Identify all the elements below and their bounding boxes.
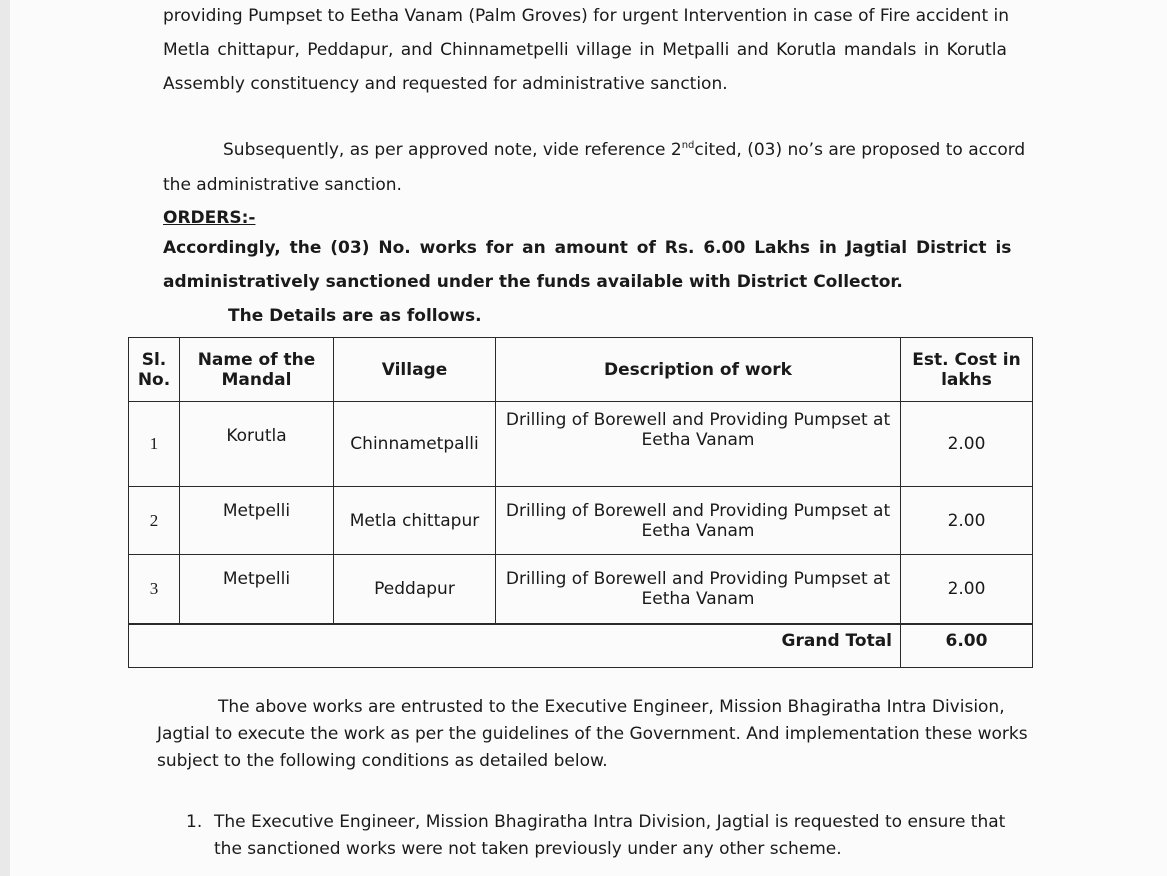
row-description-line-1: Drilling of Borewell and Providing Pumpset at xyxy=(505,410,891,430)
row-description xyxy=(496,555,901,624)
orders-line-1: Accordingly, the (03) No. works for an amount of Rs. 6.00 Lakhs in Jagtial District is xyxy=(163,238,1012,258)
header-mandal-line-1: Name of the xyxy=(197,349,316,370)
row-sl: 1 xyxy=(129,402,180,487)
intro-line-2: Metla chittapur, Peddapur, and Chinnametpelli village in Metpalli and Korutla mandals in Korutla xyxy=(163,40,1007,60)
subsequent-text-b: cited, (03) no’s are proposed to accord xyxy=(694,140,1026,160)
row-village: Metla chittapur xyxy=(334,487,496,555)
table-row xyxy=(129,402,1033,487)
header-cost xyxy=(901,338,1033,402)
subsequent-line-1 xyxy=(223,140,1025,160)
intro-line-3: Assembly constituency and requested for administrative sanction. xyxy=(163,74,728,94)
row-village: Chinnametpalli xyxy=(334,402,496,487)
header-sl-line-2: No. xyxy=(137,369,171,390)
grand-total-label: Grand Total xyxy=(129,624,901,668)
header-cost-line-2: lakhs xyxy=(941,369,992,390)
row-cost: 2.00 xyxy=(901,555,1033,624)
row-description xyxy=(496,402,901,487)
entrust-line-2: Jagtial to execute the work as per the guidelines of the Government. And implementation these works xyxy=(157,724,1028,744)
subsequent-line-2: the administrative sanction. xyxy=(163,175,402,195)
row-mandal: Metpelli xyxy=(180,487,334,555)
row-description-line-1: Drilling of Borewell and Providing Pumpset at xyxy=(505,500,891,521)
row-sl: 3 xyxy=(129,555,180,624)
entrust-line-1: The above works are entrusted to the Executive Engineer, Mission Bhagiratha Intra Division, xyxy=(218,697,1005,717)
header-description: Description of work xyxy=(496,338,901,402)
row-description-line-2: Eetha Vanam xyxy=(641,520,755,541)
grand-total-row xyxy=(129,624,1033,668)
condition-line-1: The Executive Engineer, Mission Bhagiratha Intra Division, Jagtial is requested to ensure that xyxy=(214,812,1006,832)
header-sl-line-1: Sl. xyxy=(141,349,167,370)
row-village: Peddapur xyxy=(334,555,496,624)
header-village: Village xyxy=(334,338,496,402)
row-cost: 2.00 xyxy=(901,402,1033,487)
subsequent-text-a: Subsequently, as per approved note, vide reference 2 xyxy=(223,140,682,160)
condition-line-2: the sanctioned works were not taken previously under any other scheme. xyxy=(214,839,842,859)
row-sl: 2 xyxy=(129,487,180,555)
works-table xyxy=(128,337,1033,668)
header-cost-line-1: Est. Cost in xyxy=(912,349,1021,370)
ordinal-superscript: nd xyxy=(681,140,695,151)
orders-heading: ORDERS:- xyxy=(163,208,256,228)
entrust-line-3: subject to the following conditions as detailed below. xyxy=(157,751,608,771)
header-mandal xyxy=(180,338,334,402)
row-description-line-2: Eetha Vanam xyxy=(641,430,755,450)
row-description xyxy=(496,487,901,555)
table-row xyxy=(129,555,1033,624)
header-sl xyxy=(129,338,180,402)
condition-number: 1. xyxy=(186,812,203,832)
row-mandal: Korutla xyxy=(180,402,334,487)
orders-line-2: administratively sanctioned under the funds available with District Collector. xyxy=(163,272,903,292)
grand-total-value: 6.00 xyxy=(901,624,1033,668)
row-description-line-1: Drilling of Borewell and Providing Pumpset at xyxy=(505,568,891,589)
row-cost: 2.00 xyxy=(901,487,1033,555)
intro-line-1: providing Pumpset to Eetha Vanam (Palm Groves) for urgent Intervention in case of Fire accident in xyxy=(163,6,1010,26)
document-page xyxy=(10,0,1167,876)
details-heading: The Details are as follows. xyxy=(228,306,482,326)
table-header-row xyxy=(129,338,1033,402)
header-mandal-line-2: Mandal xyxy=(221,369,292,390)
row-mandal: Metpelli xyxy=(180,555,334,624)
row-description-line-2: Eetha Vanam xyxy=(641,588,755,609)
table-row xyxy=(129,487,1033,555)
